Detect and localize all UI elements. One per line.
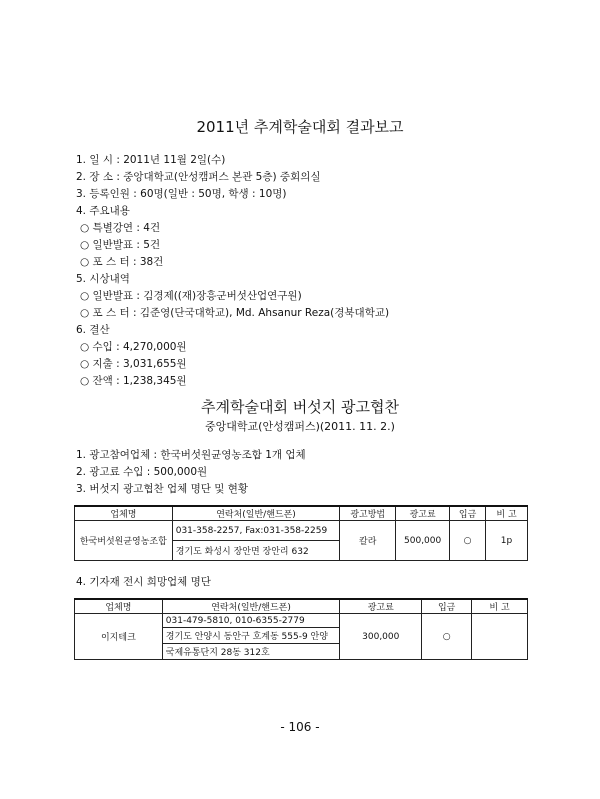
col-header: 업체명 bbox=[75, 506, 173, 521]
note-cell: 1p bbox=[486, 521, 528, 561]
col-header: 입금 bbox=[450, 506, 486, 521]
company-cell: 한국버섯원균영농조합 bbox=[75, 521, 173, 561]
report-line: 3. 등록인원 : 60명(일반 : 50명, 학생 : 10명) bbox=[76, 188, 287, 200]
ad-subtitle: 중앙대학교(안성캠퍼스)(2011. 11. 2.) bbox=[205, 420, 395, 433]
page-number: - 106 - bbox=[280, 720, 320, 734]
col-header: 광고방법 bbox=[340, 506, 396, 521]
paid-cell: ○ bbox=[450, 521, 486, 561]
report-line: ○ 특별강연 : 4건 bbox=[80, 222, 161, 234]
fee-cell: 500,000 bbox=[396, 521, 450, 561]
col-header: 비 고 bbox=[472, 599, 528, 614]
address-cell: 경기도 화성시 장안면 장안리 632 bbox=[172, 541, 340, 561]
fee-cell: 300,000 bbox=[340, 614, 422, 660]
report-line: ○ 일반발표 : 김경제((재)장흥군버섯산업연구원) bbox=[80, 290, 302, 302]
ad-sponsor-table bbox=[74, 505, 528, 561]
report-line: 4. 주요내용 bbox=[76, 205, 130, 217]
report-line: 2. 장 소 : 중앙대학교(안성캠퍼스 본관 5층) 중회의실 bbox=[76, 171, 321, 183]
ad-line: 1. 광고참여업체 : 한국버섯원균영농조합 1개 업체 bbox=[76, 449, 306, 461]
exhibitor-table bbox=[74, 598, 528, 660]
col-header: 연락처(일반/핸드폰) bbox=[162, 599, 340, 614]
col-header: 입금 bbox=[422, 599, 472, 614]
col-header: 광고료 bbox=[340, 599, 422, 614]
table-row bbox=[75, 521, 528, 541]
address-cell: 경기도 안양시 동안구 호계동 555-9 안양 bbox=[162, 628, 340, 644]
report-line: ○ 지출 : 3,031,655원 bbox=[80, 358, 187, 370]
ad-line: 2. 광고료 수입 : 500,000원 bbox=[76, 466, 208, 478]
contact-cell: 031-479-5810, 010-6355-2779 bbox=[162, 614, 340, 628]
ad-line: 3. 버섯지 광고협찬 업체 명단 및 현황 bbox=[76, 483, 249, 495]
col-header: 연락처(일반/핸드폰) bbox=[172, 506, 340, 521]
report-line: ○ 포 스 터 : 38건 bbox=[80, 256, 164, 268]
col-header: 업체명 bbox=[75, 599, 163, 614]
ad-title: 추계학술대회 버섯지 광고협찬 bbox=[201, 398, 399, 416]
col-header: 광고료 bbox=[396, 506, 450, 521]
report-line: ○ 일반발표 : 5건 bbox=[80, 239, 161, 251]
report-line: 1. 일 시 : 2011년 11월 2일(수) bbox=[76, 154, 226, 166]
company-cell: 이지테크 bbox=[75, 614, 163, 660]
report-line: ○ 수입 : 4,270,000원 bbox=[80, 341, 187, 353]
col-header: 비 고 bbox=[486, 506, 528, 521]
table-row bbox=[75, 614, 528, 628]
note-cell bbox=[472, 614, 528, 660]
report-line: ○ 잔액 : 1,238,345원 bbox=[80, 375, 187, 387]
method-cell: 칼라 bbox=[340, 521, 396, 561]
report-line: ○ 포 스 터 : 김준영(단국대학교), Md. Ahsanur Reza(경북대학교) bbox=[80, 307, 390, 319]
section-heading: 4. 기자재 전시 희망업체 명단 bbox=[76, 576, 211, 588]
address-cell: 국제유통단지 28동 312호 bbox=[162, 644, 340, 660]
report-line: 6. 결산 bbox=[76, 324, 110, 336]
paid-cell: ○ bbox=[422, 614, 472, 660]
contact-cell: 031-358-2257, Fax:031-358-2259 bbox=[172, 521, 340, 541]
report-title: 2011년 추계학술대회 결과보고 bbox=[196, 118, 404, 136]
report-line: 5. 시상내역 bbox=[76, 273, 130, 285]
